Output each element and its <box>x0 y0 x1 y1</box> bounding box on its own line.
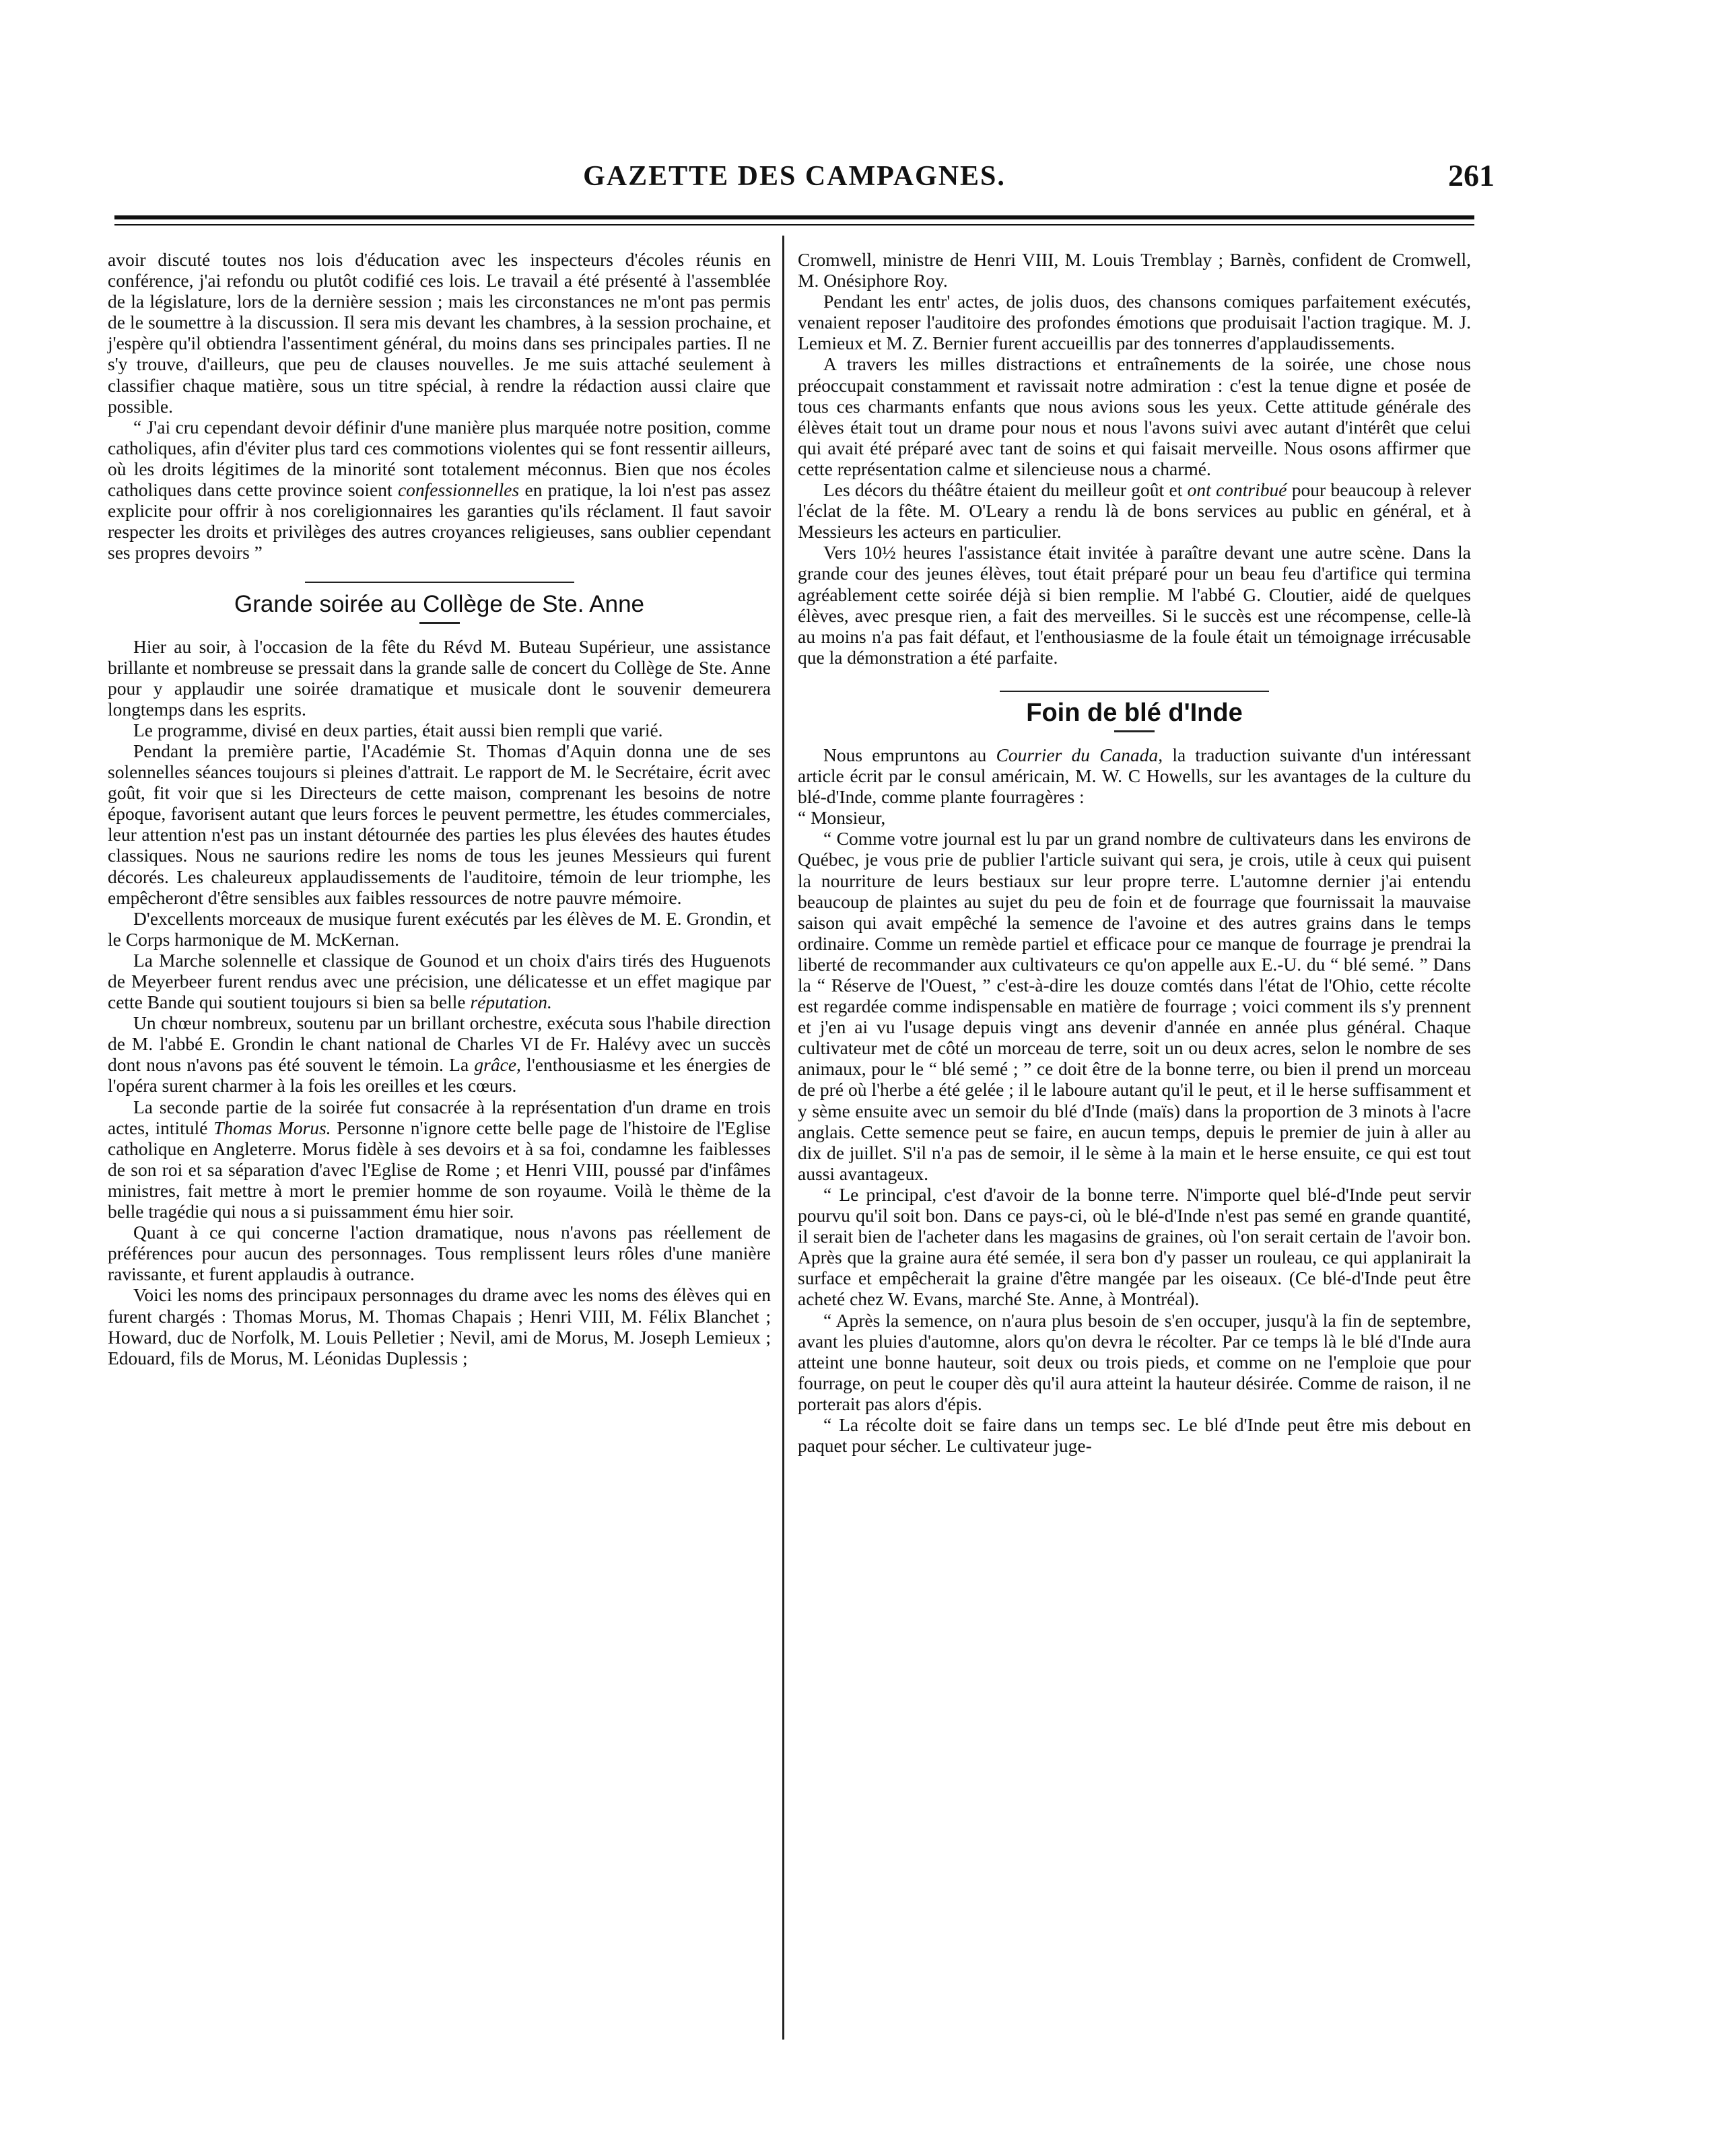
paragraph: “ Le principal, c'est d'avoir de la bonne terre. N'importe quel blé-d'Inde peut servir pourvu qu'il soit bon. Dans ce pays-ci, où le blé-d'Inde n'est pas semé en grande quantité, il serait bien de l'acheter dans les magasins de graines, où l'on serait certain de l'avoir bon. Après que la graine aura été semée, il sera bon d'y passer un rouleau, ce qui applanirait la surface et empêcherait la graine d'être mangée par les oiseaux. (Ce blé-d'Inde peut être acheté chez W. Evans, marché Ste. Anne, à Montréal). <box>798 1183 1471 1310</box>
paragraph: Vers 10½ heures l'assistance était invitée à paraître devant une autre scène. Dans la grande cour des jeunes élèves, tout était préparé pour un beau feu d'artifice qui termina agréablement cette soirée déjà si bien remplie. M l'abbé G. Cloutier, aidé de quelques élèves, avec presque rien, a fait des merveilles. Si le succès est une récompense, celle-là au moins n'a pas fait défaut, et l'enthousiasme de la foule était un témoignage irrécusable que la démonstration a été parfaite. <box>798 542 1471 668</box>
paragraph: Hier au soir, à l'occasion de la fête du Révd M. Buteau Supérieur, une assistance brillante et nombreuse se pressait dans la grande salle de concert du Collège de Ste. Anne pour y applaudir une soirée dramatique et musicale dont le souvenir demeurera longtemps dans les esprits. <box>108 635 771 720</box>
salutation: “ Monsieur, <box>798 807 886 829</box>
paragraph: “ Comme votre journal est lu par un grand nombre de cultivateurs dans les environs de Québec, je vous prie de publier l'article suivant qui sera, je crois, utile à ceux qui puisent la nourriture de leurs bestiaux sur leur propre terre. L'automne dernier j'ai entendu beaucoup de plaintes au sujet du peu de foin et de fourrage que fournissait la mauvaise saison qui avait empêché la semence de l'avoine et des autres grains dans le temps ordinaire. Comme un remède partiel et efficace pour ce manque de fourrage je prendrai la liberté de recommander aux cultivateurs ce qu'on appelle aux E.-U. du “ blé semé. ” Dans la “ Réserve de l'Ouest, ” c'est-à-dire les douze comtés dans l'état de l'Ohio, cette récolte est regardée comme indispensable en matière de fourrage ; voici comment ils s'y prennent et j'en ai vu l'usage depuis vingt ans devenir d'année en année plus général. Chaque cultivateur met de côté un morceau de terre, soit un ou deux acres, selon le nombre de ses animaux, pour le “ blé semé ; ” ce doit être de la bonne terre, ou bien il prend un morceau de pré où l'herbe a été gelée ; il le laboure autant qu'il le peut, et il le herse suffisamment et y sème ensuite avec un semoir du blé d'Inde (maïs) dans la proportion de 3 minots à l'acre anglais. Cette semence peut se faire, en aucun temps, depuis le premier de juin à aller au dix de juillet. S'il n'a pas de semoir, il le sème à la main et le herse ensuite, ce qui est tout aussi avantageux. <box>798 828 1471 1184</box>
masthead-title: GAZETTE DES CAMPAGNES. <box>583 161 1006 192</box>
italic-text: Courrier du Canada, <box>996 744 1163 765</box>
section-separator <box>305 582 574 583</box>
paragraph <box>798 479 1471 542</box>
paragraph: “ La récolte doit se faire dans un temps sec. Le blé d'Inde peut être mis debout en paquet pour sécher. Le cultivateur juge- <box>798 1414 1471 1457</box>
paragraph <box>108 417 771 563</box>
italic-text: Thomas Morus. <box>213 1117 331 1138</box>
text-run: pour beaucoup à relever l'éclat de la fête. M. O'Leary a rendu là de bons services au public en général, et à Messieurs les acteurs en particulier. <box>798 479 1471 543</box>
paragraph: Le programme, divisé en deux parties, était aussi bien rempli que varié. <box>133 719 663 740</box>
paragraph <box>108 950 771 1012</box>
text-run: en pratique, la loi n'est pas assez explicite pour offrir à nos coreligionnaires les garanties qu'ils réclament. Il faut savoir respecter les droits et privilèges des autres croyances religieuses, sans oublier cependant ses propres devoirs ” <box>108 479 771 563</box>
italic-text: confessionnelles <box>397 479 520 501</box>
paragraph: Pendant les entr' actes, de jolis duos, des chansons comiques parfaitement exécutés, venaient reposer l'auditoire des profondes émotions que produisait l'action tragique. M. J. Lemieux et M. Z. Bernier furent accueillis par des tonnerres d'applaudissements. <box>798 291 1471 354</box>
text-run: La seconde partie de la soirée fut consacrée à la représentation d'un drame en trois actes, intitulé <box>108 1096 771 1138</box>
section-separator <box>1000 691 1269 692</box>
header-rule-thick <box>114 215 1474 219</box>
paragraph: “ Après la semence, on n'aura plus besoin de s'en occuper, jusqu'à la fin de septembre, avant les pluies d'automne, alors qu'on devra le récolter. Par ce temps là le blé d'Inde aura atteint une bonne hauteur, soit deux ou trois pieds, et comme on ne l'emploie que pour fourrage, on peut le couper dès qu'il aura atteint la hauteur désirée. Comme de raison, il ne porterait pas alors d'épis. <box>798 1309 1471 1414</box>
italic-text: ont contribué <box>1187 479 1287 501</box>
text-run: l'enthousiasme et les énergies de l'opéra surent charmer à la fois les oreilles et les cœurs. <box>108 1054 771 1097</box>
left-column <box>108 249 771 1368</box>
paragraph: Voici les noms des principaux personnages du drame avec les noms des élèves qui en furent chargés : Thomas Morus, M. Thomas Chapais ; Henri VIII, M. Félix Blanchet ; Howard, duc de Norfolk, M. Louis Pelletier ; Nevil, ami de Morus, M. Joseph Lemieux ; Edouard, fils de Morus, M. Léonidas Duplessis ; <box>108 1284 771 1368</box>
paragraph: A travers les milles distractions et entraînements de la soirée, une chose nous préoccupait constamment et ravissait notre admiration : c'est la tenue digne et posée de tous ces charmants enfants que nous avions sous les yeux. Cette attitude générale des élèves était tout un drame pour nous et nous l'avons suivi avec autant d'intérêt que celui qui avait été préparé avec tant de soins et qui faisait merveille. Nous osons affirmer que cette représentation calme et silencieuse nous a charmé. <box>798 353 1471 479</box>
paragraph: Cromwell, ministre de Henri VIII, M. Louis Tremblay ; Barnès, confident de Cromwell, M. Onésiphore Roy. <box>798 249 1471 291</box>
page-header <box>114 158 1495 201</box>
right-column <box>798 249 1471 1456</box>
header-rule-thin <box>114 224 1474 225</box>
paragraph <box>108 1097 771 1222</box>
text-run: “ J'ai cru cependant devoir définir d'une manière plus marquée notre position, comme catholiques, afin d'éviter plus tard ces commotions violentes qui se font ressentir ailleurs, où les droits légitimes de la minorité sont totalement méconnus. Bien que nos écoles catholiques dans cette province soient <box>108 416 771 501</box>
italic-text: grâce, <box>474 1054 521 1076</box>
section-title: Foin de blé d'Inde <box>1026 698 1243 727</box>
paragraph: avoir discuté toutes nos lois d'éducation avec les inspecteurs d'écoles réunis en conférence, j'ai refondu ou plutôt codifié ces lois. Le travail a été présenté à l'assemblée de la législature, lors de la dernière session ; mais les circonstances ne m'ont pas permis de le soumettre à la discussion. Il sera mis devant les chambres, à la session prochaine, et j'espère qu'il obtiendra l'assentiment général, du moins dans ses principales parties. Il ne s'y trouve, d'ailleurs, que peu de clauses nouvelles. Je me suis attaché seulement à classifier chaque matière, sous un titre spécial, à rendre la rédaction aussi claire que possible. <box>108 249 771 417</box>
text-run: Les décors du théâtre étaient du meilleur goût et <box>823 479 1188 501</box>
title-underline <box>1114 730 1155 732</box>
paragraph: Quant à ce qui concerne l'action dramatique, nous n'avons pas réellement de préférences pour aucun des personnages. Tous remplissent leurs rôles d'une manière ravissante, et furent applaudis à outrance. <box>108 1222 771 1285</box>
text-run: Personne n'ignore cette belle page de l'histoire de l'Eglise catholique en Angleterre. Morus fidèle à ses devoirs et à sa foi, condamne les faiblesses de son roi et sa séparation d'avec l'Eglise de Rome ; et Henri VIII, poussé par d'infâmes ministres, fait mettre à mort le premier homme de son royaume. Voilà le thème de la belle tragédie qui nous a si puissamment ému hier soir. <box>108 1117 771 1222</box>
paragraph: D'excellents morceaux de musique furent exécutés par les élèves de M. E. Grondin, et le Corps harmonique de M. McKernan. <box>108 907 771 950</box>
text-run: Un chœur nombreux, soutenu par un brillant orchestre, exécuta sous l'habile direction de M. l'abbé E. Grondin le chant national de Charles VI de Fr. Halévy avec un succès dont nous n'avons pas été souvent le témoin. La <box>108 1012 771 1076</box>
paragraph: Pendant la première partie, l'Académie St. Thomas d'Aquin donna une de ses solennelles séances toujours si pleines d'attrait. Le rapport de M. le Secrétaire, écrit avec goût, fit voir que si les Directeurs de cette maison, comprenant les besoins de notre époque, favorisent autant que leurs forces le peuvent permettre, les études commerciales, leur attention n'est pas un instant détournée des parties les plus élevées des hautes études classiques. Nous ne saurions redire les noms de tous les jeunes Messieurs qui furent décorés. Les chaleureux applaudissements de l'auditoire, témoin de leur triomphe, les empêcheront d'être sensibles aux faibles ressources de notre pauvre mémoire. <box>108 740 771 908</box>
section-title: Grande soirée au Collège de Ste. Anne <box>234 591 645 618</box>
paragraph <box>798 744 1471 807</box>
page-number: 261 <box>1448 158 1495 193</box>
text-run: la traduction suivante d'un intéressant article écrit par le consul américain, M. W. C Howells, sur les avantages de la culture du blé-d'Inde, comme plante fourragères : <box>798 744 1471 808</box>
column-divider <box>782 236 784 2040</box>
text-run: La Marche solennelle et classique de Gounod et un choix d'airs tirés des Huguenots de Meyerbeer furent rendus avec une précision, une délicatesse et un effet magique par cette Bande qui soutient toujours si bien sa belle <box>108 949 771 1013</box>
paragraph <box>108 1012 771 1096</box>
italic-text: réputation. <box>470 992 552 1013</box>
text-run: Nous empruntons au <box>823 744 996 765</box>
title-underline <box>419 622 460 624</box>
